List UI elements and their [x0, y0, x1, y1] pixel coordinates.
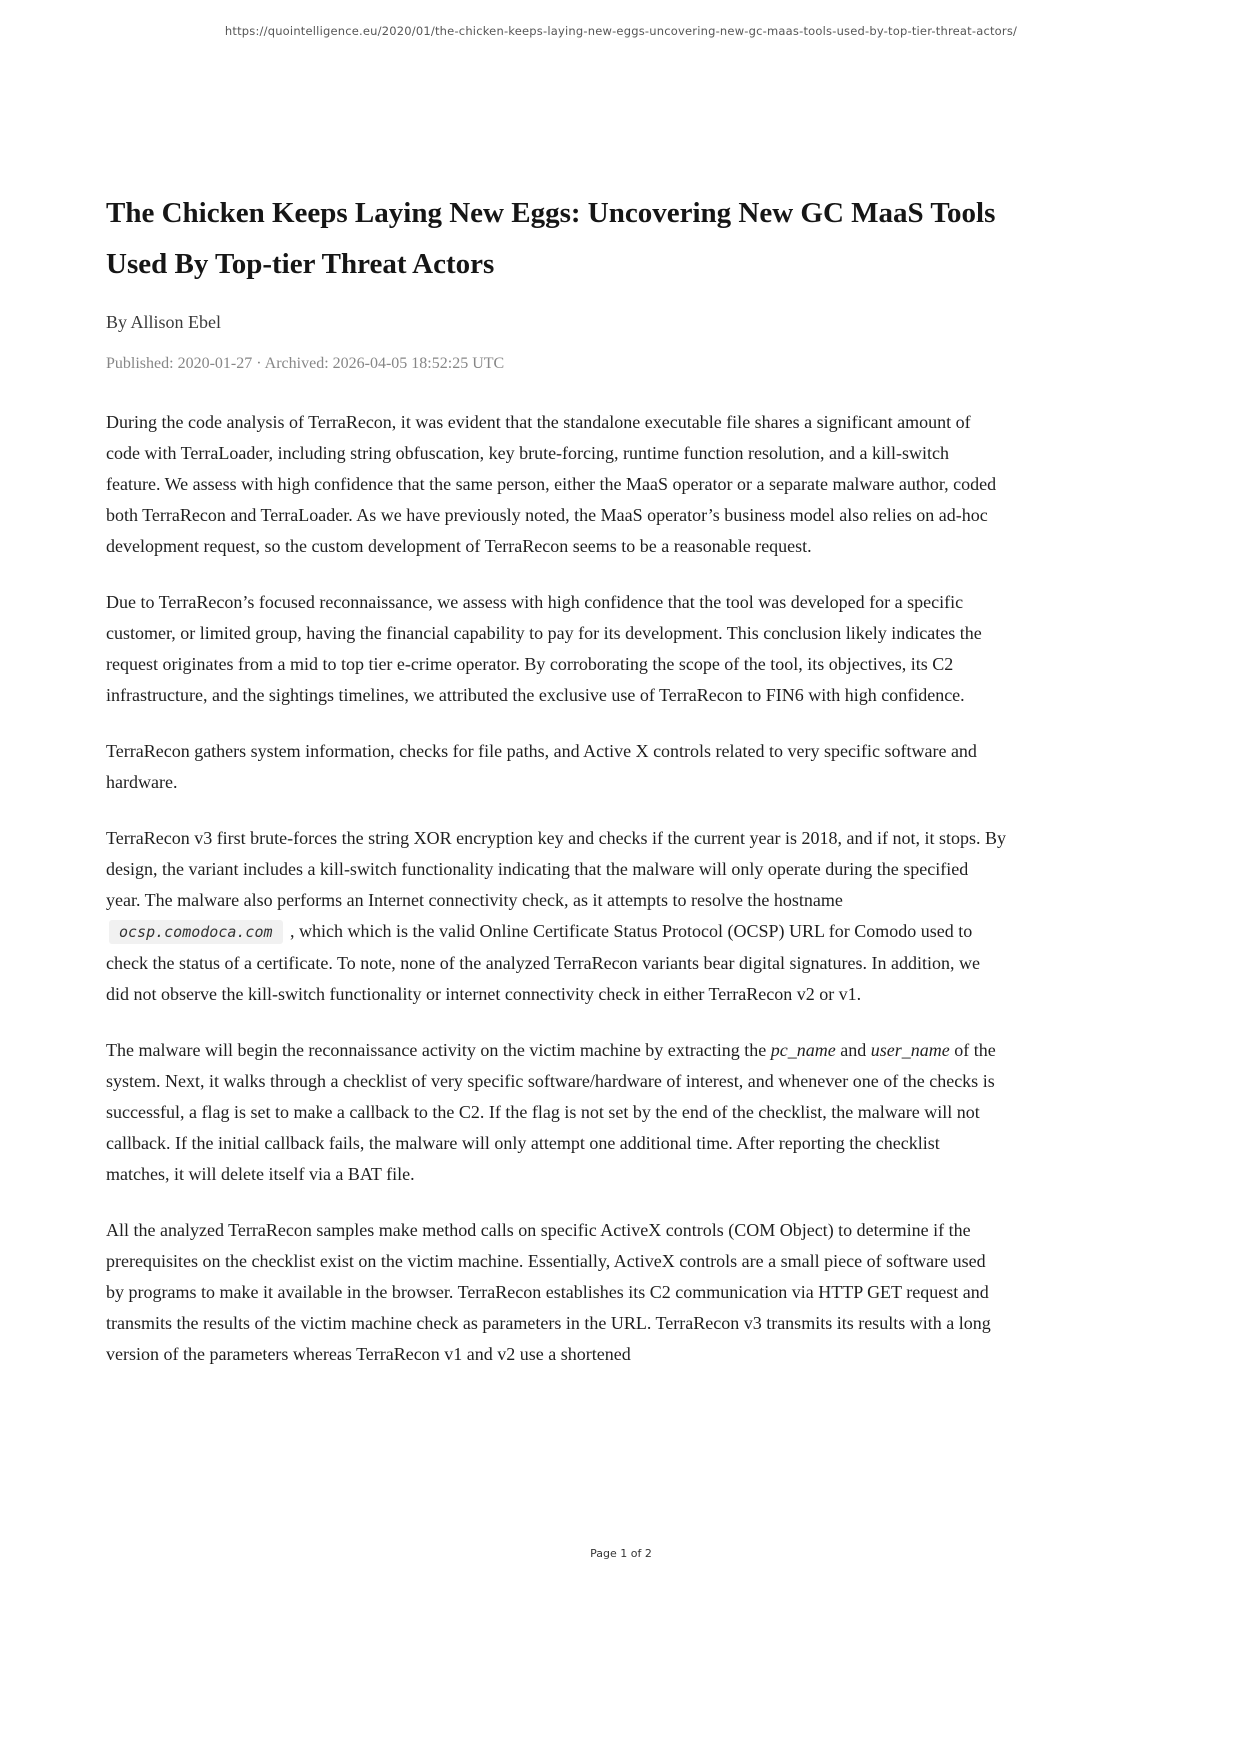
emphasis-text: user_name — [870, 1040, 950, 1060]
paragraph: Due to TerraRecon’s focused reconnaissance, we assess with high confidence that the tool was developed for a specific customer, or limited group, having the financial capability to pay for its development. This conclusion likely indicates the request originates from a mid to top tier e-crime operator. By corroborating the scope of the tool, its objectives, its C2 infrastructure, and the sightings timelines, we attributed the exclusive use of TerraRecon to FIN6 with high confidence. — [106, 592, 982, 705]
paragraph: TerraRecon v3 first brute-forces the string XOR encryption key and checks if the current year is 2018, and if not, it stops. By design, the variant includes a kill-switch functionality indicating that the malware will only operate during the specified year. The malware also performs an Internet connectivity check, as it attempts to resolve the hostname ocsp.comodoca.com , which which is the valid Online Certificate Status Protocol (OCSP) URL for Comodo used to check the status of a certificate. To note, none of the analyzed TerraRecon variants bear digital signatures. In addition, we did not observe the kill-switch functionality or internet connectivity check in either TerraRecon v2 or v1. — [106, 828, 1006, 1004]
page-number: Page 1 of 2 — [590, 1547, 652, 1560]
emphasis-text: pc_name — [770, 1040, 836, 1060]
paragraph: All the analyzed TerraRecon samples make method calls on specific ActiveX controls (COM Object) to determine if the prerequisites on the checklist exist on the victim machine. Essentially, ActiveX controls are a small piece of software used by programs to make it available in the browser. TerraRecon establishes its C2 communication via HTTP GET request and transmits the results of the victim machine check as parameters in the URL. TerraRecon v3 transmits its results with a long version of the parameters whereas TerraRecon v1 and v2 use a shortened — [106, 1220, 991, 1364]
paragraph: TerraRecon gathers system information, checks for file paths, and Active X controls related to very specific software and hardware. — [106, 741, 977, 792]
source-url: https://quointelligence.eu/2020/01/the-chicken-keeps-laying-new-eggs-uncovering-new-gc-maas-tools-used-by-top-tier-threat-actors/ — [224, 24, 1018, 38]
article-body — [106, 407, 1006, 1370]
article-meta: Published: 2020-01-27 · Archived: 2026-04-05 18:52:25 UTC — [106, 355, 505, 372]
paragraph: During the code analysis of TerraRecon, it was evident that the standalone executable file shares a significant amount of code with TerraLoader, including string obfuscation, key brute-forcing, runtime function resolution, and a kill-switch feature. We assess with high confidence that the same person, either the MaaS operator or a separate malware author, coded both TerraRecon and TerraLoader. As we have previously noted, the MaaS operator’s business model also relies on ad-hoc development request, so the custom development of TerraRecon seems to be a reasonable request. — [106, 412, 997, 556]
article-title: The Chicken Keeps Laying New Eggs: Uncovering New GC MaaS Tools Used By Top-tier Threat Actors — [106, 197, 996, 280]
inline-code: ocsp.comodoca.com — [109, 920, 283, 944]
article-byline: By Allison Ebel — [106, 312, 222, 332]
article — [106, 0, 1006, 1395]
paragraph: The malware will begin the reconnaissance activity on the victim machine by extracting the pc_name and user_name of the system. Next, it walks through a checklist of very specific software/hardware of interest, and whenever one of the checks is successful, a flag is set to make a callback to the C2. If the flag is not set by the end of the checklist, the malware will not callback. If the initial callback fails, the malware will only attempt one additional time. After reporting the checklist matches, it will delete itself via a BAT file. — [106, 1040, 996, 1184]
